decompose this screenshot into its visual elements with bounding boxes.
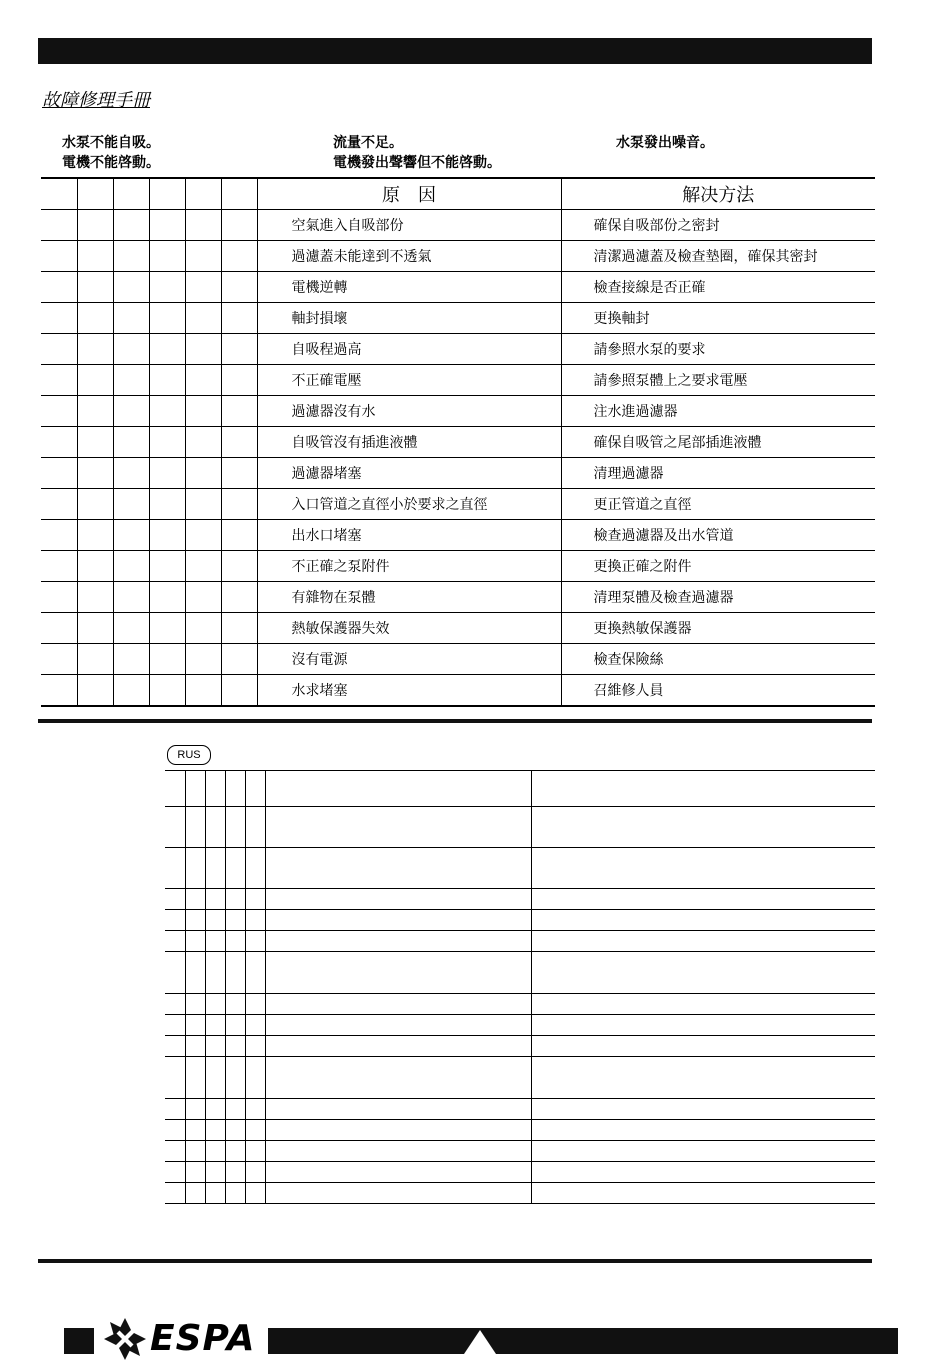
- symptom-3: 流量不足。: [333, 135, 403, 151]
- symptom-check-cell: [185, 551, 221, 582]
- symptom-check-cell: [113, 241, 149, 272]
- symptom-check-cell: [113, 334, 149, 365]
- rus-cell: [531, 952, 875, 994]
- table-row: [41, 675, 875, 707]
- rus-cell: [245, 1120, 265, 1141]
- table-header-row: [41, 178, 875, 210]
- symptom-check-cell: [221, 303, 257, 334]
- symptom-check-cell: [41, 458, 77, 489]
- symptom-check-cell: [221, 365, 257, 396]
- rus-cell: [165, 1015, 185, 1036]
- symptom-check-cell: [77, 427, 113, 458]
- rus-table-row: [165, 952, 875, 994]
- solution-cell: 更換正確之附件: [561, 551, 875, 582]
- cause-cell: 自吸管沒有插進液體: [257, 427, 561, 458]
- rus-cell: [265, 1183, 531, 1204]
- symptom-check-cell: [41, 303, 77, 334]
- rus-cell: [165, 848, 185, 889]
- solution-cell: 檢查保險絲: [561, 644, 875, 675]
- symptom-check-cell: [149, 644, 185, 675]
- rus-cell: [205, 1183, 225, 1204]
- rus-cell: [265, 848, 531, 889]
- cause-cell: 有雜物在泵體: [257, 582, 561, 613]
- rus-cell: [265, 1162, 531, 1183]
- symptom-check-cell: [185, 458, 221, 489]
- symptom-check-cell: [149, 458, 185, 489]
- page-title: 故障修理手冊: [42, 90, 150, 111]
- rus-cell: [205, 910, 225, 931]
- symptom-check-cell: [113, 675, 149, 707]
- rus-cell: [265, 994, 531, 1015]
- symptom-check-cell: [185, 675, 221, 707]
- rus-cell: [205, 1057, 225, 1099]
- symptom-check-cell: [77, 644, 113, 675]
- symptom-check-cell: [41, 365, 77, 396]
- rus-cell: [265, 910, 531, 931]
- symptom-check-cell: [149, 365, 185, 396]
- rus-cell: [165, 1036, 185, 1057]
- table-row: [41, 210, 875, 241]
- symptom-check-cell: [41, 675, 77, 707]
- rus-cell: [165, 1057, 185, 1099]
- rus-cell: [245, 1183, 265, 1204]
- symptom-check-cell: [41, 613, 77, 644]
- rus-cell: [245, 1057, 265, 1099]
- rus-cell: [165, 1099, 185, 1120]
- rus-cell: [245, 1099, 265, 1120]
- symptom-check-cell: [149, 396, 185, 427]
- rus-cell: [225, 1015, 245, 1036]
- symptom-check-cell: [113, 303, 149, 334]
- rus-cell: [245, 771, 265, 807]
- rus-cell: [265, 1015, 531, 1036]
- rus-cell: [165, 889, 185, 910]
- rus-cell: [205, 807, 225, 848]
- bottom-divider: [38, 1259, 872, 1263]
- table-row: [41, 272, 875, 303]
- rus-badge: RUS: [167, 745, 211, 765]
- rus-cell: [185, 848, 205, 889]
- symptom-check-cell: [185, 241, 221, 272]
- rus-cell: [225, 910, 245, 931]
- rus-cell: [185, 1162, 205, 1183]
- rus-cell: [185, 1036, 205, 1057]
- rus-cell: [265, 807, 531, 848]
- cause-cell: 過濾蓋未能達到不透氣: [257, 241, 561, 272]
- rus-cell: [205, 994, 225, 1015]
- symptom-check-cell: [149, 520, 185, 551]
- rus-cell: [165, 1141, 185, 1162]
- table-row: [41, 489, 875, 520]
- symptom-check-cell: [41, 582, 77, 613]
- rus-cell: [265, 1141, 531, 1162]
- rus-cell: [531, 1141, 875, 1162]
- solution-cell: 請參照泵體上之要求電壓: [561, 365, 875, 396]
- cause-cell: 熱敏保護器失效: [257, 613, 561, 644]
- symptom-check-cell: [221, 427, 257, 458]
- table-row: [41, 241, 875, 272]
- rus-cell: [245, 994, 265, 1015]
- symptom-check-cell: [41, 178, 77, 210]
- symptom-check-cell: [113, 458, 149, 489]
- symptom-check-cell: [149, 613, 185, 644]
- cause-cell: 出水口堵塞: [257, 520, 561, 551]
- solution-header: 解决方法: [561, 178, 875, 210]
- solution-cell: 更換熱敏保護器: [561, 613, 875, 644]
- symptom-check-cell: [113, 178, 149, 210]
- rus-cell: [531, 1015, 875, 1036]
- symptom-check-cell: [221, 396, 257, 427]
- symptom-check-cell: [185, 272, 221, 303]
- rus-cell: [205, 1015, 225, 1036]
- symptom-check-cell: [77, 241, 113, 272]
- symptom-check-cell: [185, 334, 221, 365]
- rus-table-row: [165, 1036, 875, 1057]
- rus-table-row: [165, 1120, 875, 1141]
- rus-table-row: [165, 910, 875, 931]
- rus-cell: [265, 1099, 531, 1120]
- rus-cell: [265, 771, 531, 807]
- rus-cell: [205, 952, 225, 994]
- rus-cell: [245, 1141, 265, 1162]
- symptom-check-cell: [41, 427, 77, 458]
- symptom-check-cell: [41, 272, 77, 303]
- symptom-check-cell: [149, 675, 185, 707]
- solution-cell: 更正管道之直徑: [561, 489, 875, 520]
- header-bar: [38, 38, 872, 64]
- cause-cell: 自吸程過高: [257, 334, 561, 365]
- rus-table-row: [165, 771, 875, 807]
- symptom-check-cell: [113, 551, 149, 582]
- triangle-icon: [464, 1330, 496, 1354]
- rus-cell: [225, 1099, 245, 1120]
- table-row: [41, 396, 875, 427]
- symptom-check-cell: [77, 613, 113, 644]
- table-row: [41, 582, 875, 613]
- solution-cell: 更換軸封: [561, 303, 875, 334]
- rus-cell: [185, 1015, 205, 1036]
- rus-cell: [245, 1162, 265, 1183]
- symptom-check-cell: [185, 427, 221, 458]
- rus-cell: [165, 910, 185, 931]
- cause-cell: 空氣進入自吸部份: [257, 210, 561, 241]
- symptom-check-cell: [221, 458, 257, 489]
- cause-cell: 沒有電源: [257, 644, 561, 675]
- symptom-check-cell: [113, 489, 149, 520]
- rus-cell: [245, 931, 265, 952]
- rus-cell: [185, 910, 205, 931]
- symptom-check-cell: [185, 365, 221, 396]
- rus-cell: [531, 848, 875, 889]
- symptom-check-cell: [77, 582, 113, 613]
- rus-cell: [225, 889, 245, 910]
- rus-cell: [531, 931, 875, 952]
- rus-cell: [531, 1162, 875, 1183]
- cause-cell: 入口管道之直徑小於要求之直徑: [257, 489, 561, 520]
- symptom-check-cell: [221, 241, 257, 272]
- rus-cell: [205, 1099, 225, 1120]
- rus-cell: [185, 994, 205, 1015]
- rus-table-row: [165, 1141, 875, 1162]
- table-row: [41, 458, 875, 489]
- rus-cell: [185, 1057, 205, 1099]
- symptom-check-cell: [77, 675, 113, 707]
- rus-table-row: [165, 1162, 875, 1183]
- symptom-check-cell: [149, 241, 185, 272]
- cause-header: 原 因: [257, 178, 561, 210]
- rus-table-row: [165, 889, 875, 910]
- symptom-check-cell: [185, 489, 221, 520]
- footer-square: [64, 1328, 94, 1354]
- solution-cell: 清理過濾器: [561, 458, 875, 489]
- rus-cell: [531, 1099, 875, 1120]
- table-row: [41, 613, 875, 644]
- rus-cell: [245, 910, 265, 931]
- symptom-check-cell: [185, 210, 221, 241]
- rus-table-row: [165, 994, 875, 1015]
- symptom-check-cell: [77, 458, 113, 489]
- rus-cell: [165, 807, 185, 848]
- rus-cell: [245, 848, 265, 889]
- symptom-1: 水泵不能自吸。: [62, 135, 160, 151]
- rus-cell: [225, 1141, 245, 1162]
- solution-cell: 確保自吸管之尾部插進液體: [561, 427, 875, 458]
- rus-cell: [265, 889, 531, 910]
- symptom-check-cell: [77, 178, 113, 210]
- symptom-check-cell: [149, 489, 185, 520]
- rus-cell: [265, 952, 531, 994]
- rus-cell: [531, 889, 875, 910]
- rus-cell: [225, 1162, 245, 1183]
- symptom-check-cell: [77, 489, 113, 520]
- rus-cell: [185, 889, 205, 910]
- rus-cell: [531, 1057, 875, 1099]
- rus-cell: [531, 771, 875, 807]
- symptom-check-cell: [41, 334, 77, 365]
- rus-table-row: [165, 1015, 875, 1036]
- symptom-check-cell: [149, 551, 185, 582]
- rus-cell: [165, 771, 185, 807]
- symptom-check-cell: [149, 272, 185, 303]
- rus-cell: [245, 952, 265, 994]
- symptom-check-cell: [77, 210, 113, 241]
- rus-cell: [225, 1057, 245, 1099]
- symptom-check-cell: [185, 613, 221, 644]
- rus-cell: [205, 848, 225, 889]
- symptom-2: 電機不能啓動。: [62, 155, 160, 171]
- rus-cell: [205, 889, 225, 910]
- symptom-check-cell: [41, 241, 77, 272]
- rus-cell: [245, 889, 265, 910]
- rus-cell: [225, 952, 245, 994]
- symptom-check-cell: [149, 582, 185, 613]
- symptom-check-cell: [221, 334, 257, 365]
- rus-cell: [185, 807, 205, 848]
- cause-cell: 不正確之泵附件: [257, 551, 561, 582]
- solution-cell: 注水進過濾器: [561, 396, 875, 427]
- rus-cell: [205, 1141, 225, 1162]
- rus-cell: [225, 994, 245, 1015]
- table-row: [41, 551, 875, 582]
- espa-logo-text: ESPA: [150, 1318, 256, 1359]
- solution-cell: 檢查接線是否正確: [561, 272, 875, 303]
- symptom-check-cell: [113, 582, 149, 613]
- symptom-check-cell: [41, 520, 77, 551]
- footer-bar: [268, 1328, 898, 1354]
- rus-cell: [205, 1162, 225, 1183]
- symptom-check-cell: [221, 675, 257, 707]
- rus-cell: [265, 931, 531, 952]
- solution-cell: 檢查過濾器及出水管道: [561, 520, 875, 551]
- rus-table-row: [165, 931, 875, 952]
- solution-cell: 清理泵體及檢查過濾器: [561, 582, 875, 613]
- rus-cell: [185, 771, 205, 807]
- rus-cell: [205, 931, 225, 952]
- symptom-check-cell: [221, 551, 257, 582]
- rus-cell: [531, 994, 875, 1015]
- rus-cell: [225, 931, 245, 952]
- symptom-check-cell: [185, 644, 221, 675]
- espa-logo-icon: [100, 1314, 150, 1364]
- rus-table-row: [165, 848, 875, 889]
- symptom-check-cell: [149, 178, 185, 210]
- symptom-check-cell: [77, 303, 113, 334]
- rus-table-row: [165, 1099, 875, 1120]
- table-row: [41, 644, 875, 675]
- symptom-check-cell: [185, 303, 221, 334]
- cause-cell: 過濾器沒有水: [257, 396, 561, 427]
- rus-cell: [165, 1162, 185, 1183]
- table-row: [41, 303, 875, 334]
- symptom-check-cell: [221, 520, 257, 551]
- symptom-check-cell: [77, 365, 113, 396]
- rus-cell: [225, 807, 245, 848]
- symptom-check-cell: [113, 396, 149, 427]
- rus-table-row: [165, 807, 875, 848]
- symptom-check-cell: [113, 365, 149, 396]
- symptom-check-cell: [221, 644, 257, 675]
- cause-cell: 水求堵塞: [257, 675, 561, 707]
- symptom-check-cell: [77, 396, 113, 427]
- symptom-check-cell: [185, 396, 221, 427]
- rus-cell: [531, 1183, 875, 1204]
- rus-cell: [185, 952, 205, 994]
- rus-cell: [165, 931, 185, 952]
- rus-cell: [245, 1036, 265, 1057]
- symptom-check-cell: [113, 272, 149, 303]
- symptom-check-cell: [221, 489, 257, 520]
- symptom-check-cell: [149, 303, 185, 334]
- symptom-check-cell: [185, 178, 221, 210]
- rus-cell: [531, 807, 875, 848]
- table-row: [41, 365, 875, 396]
- symptom-check-cell: [113, 210, 149, 241]
- rus-cell: [165, 994, 185, 1015]
- table-row: [41, 427, 875, 458]
- symptom-check-cell: [41, 644, 77, 675]
- solution-cell: 請參照水泵的要求: [561, 334, 875, 365]
- symptom-check-cell: [113, 520, 149, 551]
- rus-cell: [265, 1057, 531, 1099]
- symptom-check-cell: [77, 272, 113, 303]
- solution-cell: 確保自吸部份之密封: [561, 210, 875, 241]
- symptom-check-cell: [221, 272, 257, 303]
- rus-cell: [165, 1120, 185, 1141]
- solution-cell: 清潔過濾蓋及檢查墊圈，確保其密封: [561, 241, 875, 272]
- symptom-check-cell: [149, 334, 185, 365]
- section-divider: [38, 719, 872, 723]
- symptom-check-cell: [113, 613, 149, 644]
- symptom-4: 電機發出聲響但不能啓動。: [333, 155, 501, 171]
- rus-cell: [245, 1015, 265, 1036]
- symptom-check-cell: [221, 613, 257, 644]
- symptom-check-cell: [221, 178, 257, 210]
- rus-cell: [531, 910, 875, 931]
- symptom-check-cell: [41, 396, 77, 427]
- rus-cell: [185, 1099, 205, 1120]
- symptom-check-cell: [41, 551, 77, 582]
- symptom-check-cell: [149, 427, 185, 458]
- rus-cell: [185, 931, 205, 952]
- symptom-check-cell: [185, 582, 221, 613]
- troubleshooting-table: [41, 177, 875, 707]
- rus-cell: [185, 1120, 205, 1141]
- rus-cell: [245, 807, 265, 848]
- table-row: [41, 520, 875, 551]
- symptom-check-cell: [41, 489, 77, 520]
- rus-table: [165, 770, 875, 1204]
- rus-cell: [165, 952, 185, 994]
- symptom-check-cell: [41, 210, 77, 241]
- rus-cell: [165, 1183, 185, 1204]
- rus-cell: [531, 1036, 875, 1057]
- cause-cell: 電機逆轉: [257, 272, 561, 303]
- rus-cell: [225, 1120, 245, 1141]
- symptom-check-cell: [221, 582, 257, 613]
- rus-table-row: [165, 1183, 875, 1204]
- rus-cell: [225, 1036, 245, 1057]
- symptom-check-cell: [77, 520, 113, 551]
- rus-cell: [185, 1141, 205, 1162]
- symptom-check-cell: [77, 334, 113, 365]
- rus-cell: [205, 1120, 225, 1141]
- table-row: [41, 334, 875, 365]
- rus-cell: [205, 771, 225, 807]
- rus-cell: [225, 1183, 245, 1204]
- symptom-check-cell: [77, 551, 113, 582]
- rus-cell: [185, 1183, 205, 1204]
- rus-cell: [265, 1120, 531, 1141]
- symptom-check-cell: [221, 210, 257, 241]
- rus-table-row: [165, 1057, 875, 1099]
- rus-cell: [225, 771, 245, 807]
- symptom-check-cell: [185, 520, 221, 551]
- rus-cell: [265, 1036, 531, 1057]
- cause-cell: 過濾器堵塞: [257, 458, 561, 489]
- cause-cell: 不正確電壓: [257, 365, 561, 396]
- symptom-check-cell: [113, 644, 149, 675]
- rus-cell: [531, 1120, 875, 1141]
- symptom-5: 水泵發出噪音。: [616, 135, 714, 151]
- cause-cell: 軸封損壞: [257, 303, 561, 334]
- symptom-check-cell: [113, 427, 149, 458]
- rus-cell: [225, 848, 245, 889]
- symptom-check-cell: [149, 210, 185, 241]
- solution-cell: 召維修人員: [561, 675, 875, 707]
- rus-cell: [205, 1036, 225, 1057]
